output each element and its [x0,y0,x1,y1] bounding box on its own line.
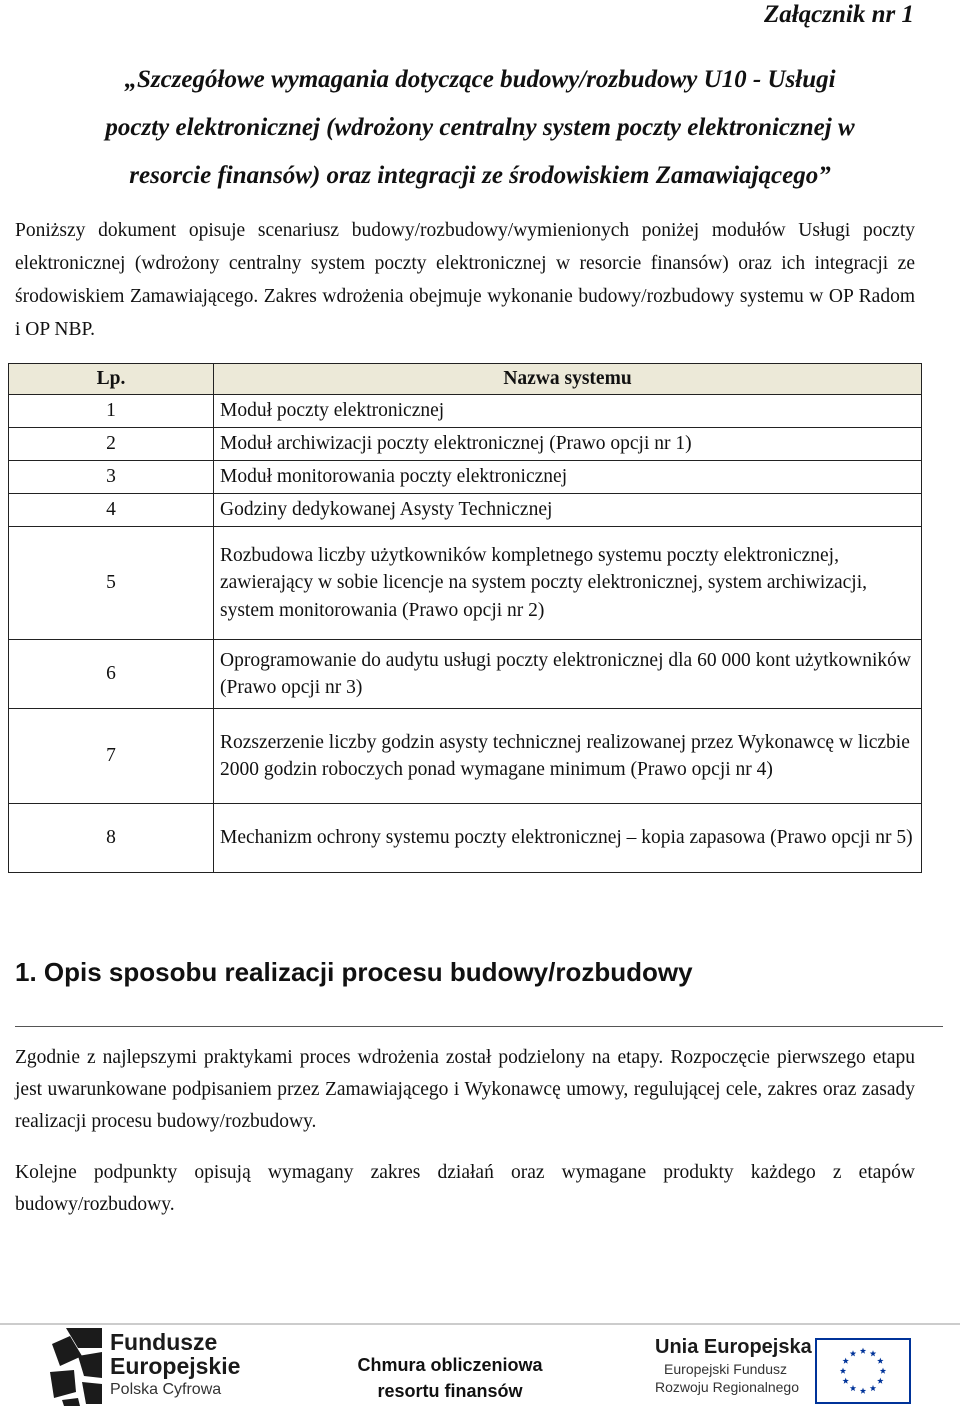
row-system-name: Moduł archiwizacji poczty elektronicznej (Prawo opcji nr 1) [214,428,922,461]
logo-text-unia-europejska: Unia Europejska [655,1336,812,1358]
logo-text-fundusz: Europejski Fundusz [664,1361,787,1377]
table-row [9,395,922,428]
section-paragraph: Kolejne podpunkty opisują wymagany zakres działań oraz wymagane produkty każdego z etapów budowy/rozbudowy. [15,1162,915,1215]
table-row [9,461,922,494]
row-number: 1 [9,395,214,428]
section-paragraph: Zgodnie z najlepszymi praktykami proces wdrożenia został podzielony na etapy. Rozpoczęcie pierwszego etapu jest uwarunkowane podpisaniem przez Zamawiającego i Wykonawcę umowy, regulującej cele, zakres oraz zasady realizacji procesu budowy/rozbudowy. [15,1047,915,1132]
row-system-name: Moduł poczty elektronicznej [214,395,922,428]
row-system-name: Mechanizm ochrony systemu poczty elektronicznej – kopia zapasowa (Prawo opcji nr 5) [214,804,922,873]
row-system-name: Rozbudowa liczby użytkowników kompletnego systemu poczty elektronicznej, zawierający w sobie licencje na system poczty elektronicznej, system archiwizacji, system monitorowania (Prawo opcji nr 2) [214,527,922,640]
row-number: 3 [9,461,214,494]
section-heading: 1. Opis sposobu realizacji procesu budowy/rozbudowy [15,957,693,987]
table-row [9,640,922,709]
systems-table [8,363,922,873]
logo-text-europejskie: Europejskie [110,1353,241,1379]
row-number: 5 [9,527,214,640]
header-lp: Lp. [9,364,214,395]
row-system-name: Moduł monitorowania poczty elektronicznej [214,461,922,494]
footer-divider [0,1323,960,1325]
unia-europejska-logo [655,1334,915,1408]
logo-text-rozwoju-regionalnego: Rozwoju Regionalnego [655,1379,799,1395]
document-title-line: poczty elektronicznej (wdrożony centralny system poczty elektronicznej w [105,114,855,141]
header-system-name: Nazwa systemu [214,364,922,395]
footer-project-line: Chmura obliczeniowa [357,1355,543,1375]
table-row [9,804,922,873]
intro-paragraph: Poniższy dokument opisuje scenariusz budowy/rozbudowy/wymienionych poniżej modułów Usługi poczty elektronicznej (wdrożony centralny system poczty elektronicznej w resorcie finansów) oraz ich integracji ze środowiskiem Zamawiającego. Zakres wdrożenia obejmuje wykonanie budowy/rozbudowy systemu w OP Radom i OP NBP. [15,220,915,340]
table-row [9,709,922,804]
row-number: 2 [9,428,214,461]
attachment-label: Załącznik nr 1 [763,1,914,28]
eu-flag-icon [815,1338,911,1404]
table-header-row [9,364,922,395]
table-row [9,428,922,461]
table-row [9,494,922,527]
document-title [20,56,940,200]
footer-project-name [330,1352,570,1404]
row-system-name: Rozszerzenie liczby godzin asysty technicznej realizowanej przez Wykonawcę w liczbie 2000 godzin roboczych ponad wymagane minimum (Prawo opcji nr 4) [214,709,922,804]
row-number: 6 [9,640,214,709]
logo-text-fundusze: Fundusze [110,1329,218,1355]
document-title-line: resorcie finansów) oraz integracji ze środowiskiem Zamawiającego” [129,162,831,189]
footer-project-line: resortu finansów [377,1381,523,1401]
fundusze-europejskie-logo [48,1326,248,1406]
document-title-line: „Szczegółowe wymagania dotyczące budowy/rozbudowy U10 - Usługi [124,66,836,93]
table-row [9,527,922,640]
logo-text-polska-cyfrowa: Polska Cyfrowa [110,1381,222,1398]
row-system-name: Oprogramowanie do audytu usługi poczty elektronicznej dla 60 000 kont użytkowników (Prawo opcji nr 3) [214,640,922,709]
row-number: 8 [9,804,214,873]
row-system-name: Godziny dedykowanej Asysty Technicznej [214,494,922,527]
section-divider [15,1026,943,1027]
fundusze-europejskie-icon [48,1326,103,1406]
row-number: 7 [9,709,214,804]
row-number: 4 [9,494,214,527]
